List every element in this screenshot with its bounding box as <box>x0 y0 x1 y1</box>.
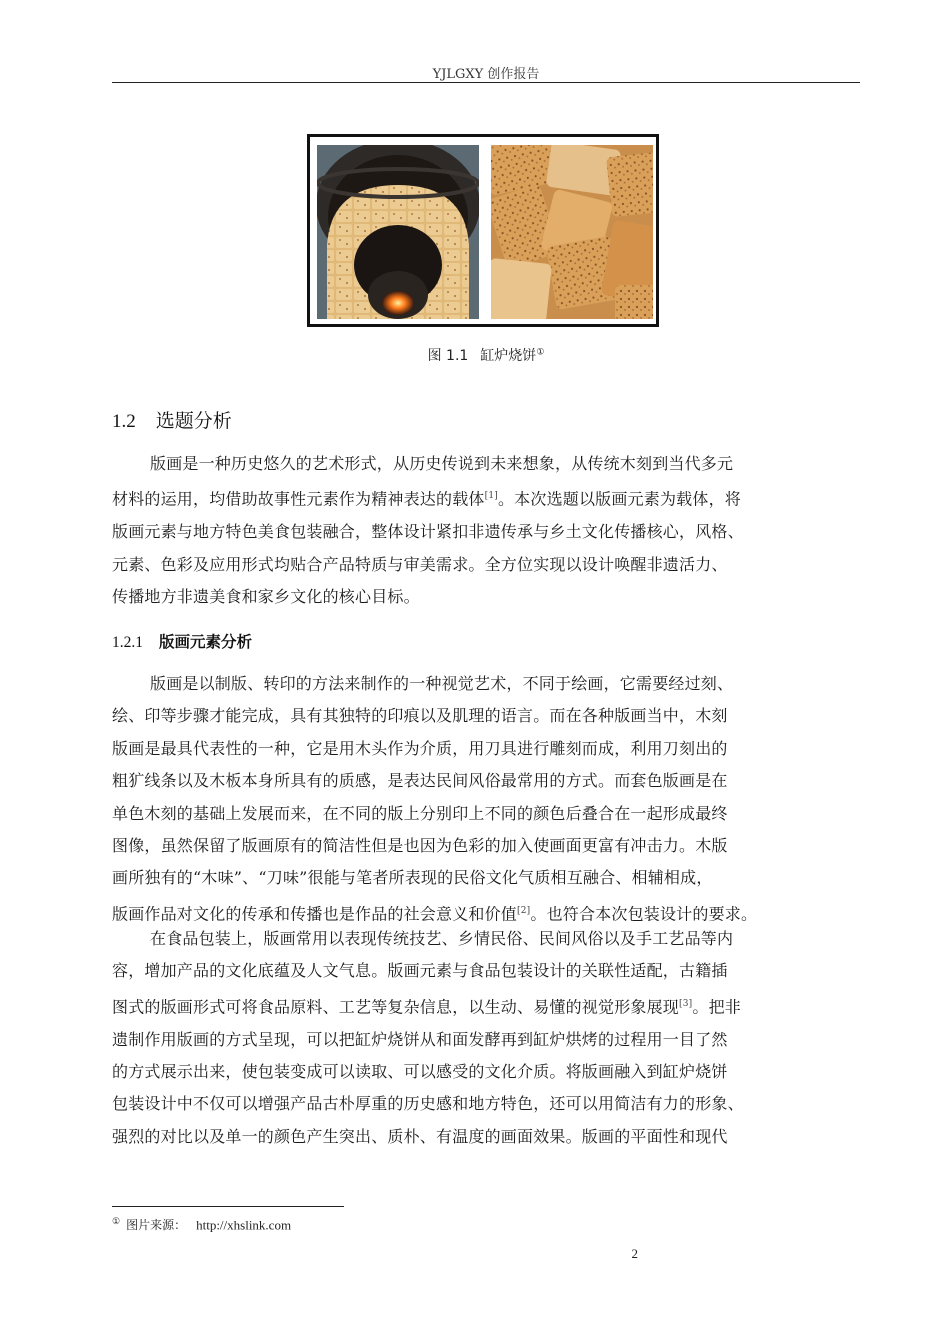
paragraph-line: 在食品包装上，版画常用以表现传统技艺、乡情民俗、民间风俗以及手工艺品等内 <box>150 929 734 948</box>
baked-flatbreads-photo <box>491 145 653 319</box>
paragraph-line: 图像，虽然保留了版画原有的简洁性但是也因为色彩的加入使画面更富有冲击力。木版 <box>112 836 728 856</box>
subsection-title: 版画元素分析 <box>159 633 253 651</box>
paragraph-line: 绘、印等步骤才能完成，具有其独特的印痕以及肌理的语言。而在各种版画当中，木刻 <box>112 706 728 726</box>
paragraph-line-text: 材料的运用，均借助故事性元素作为精神表达的载体 <box>112 489 485 509</box>
citation-ref[interactable]: [2] <box>517 905 531 916</box>
citation-ref[interactable]: [1] <box>484 491 498 502</box>
footnote-mark: ① <box>112 1216 121 1226</box>
section-title: 选题分析 <box>155 410 232 432</box>
paragraph-line-text: 。也符合本次包装设计的要求。 <box>530 904 758 924</box>
figure-caption <box>112 345 860 365</box>
footnote-url[interactable]: http://xhslink.com <box>196 1217 292 1233</box>
footnote-rule <box>112 1206 344 1207</box>
figure-number: 图 1.1 <box>427 348 469 364</box>
running-header: YJLGXY 创作报告 <box>432 67 540 82</box>
figure-caption-text: 缸炉烧饼 <box>480 348 537 364</box>
header-rule <box>112 82 860 83</box>
subsection-number: 1.2.1 <box>112 634 143 651</box>
figure-note-mark: ① <box>536 347 545 358</box>
paragraph-line: 粗犷线条以及木板本身所具有的质感，是表达民间风俗最常用的方式。而套色版画是在 <box>112 771 728 791</box>
paragraph-line: 版画是最具代表性的一种，它是用木头作为介质，用刀具进行雕刻而成，利用刀刻出的 <box>112 738 728 758</box>
paragraph-line: 传播地方非遗美食和家乡文化的核心目标。 <box>112 586 420 606</box>
paragraph-food-packaging <box>112 923 864 1153</box>
paragraph-line: 强烈的对比以及单一的颜色产生突出、质朴、有温度的画面效果。版画的平面性和现代 <box>112 1126 728 1146</box>
section-number: 1.2 <box>112 411 136 432</box>
paragraph-topic-analysis <box>112 448 864 613</box>
paragraph-line-text: 。把非 <box>692 997 741 1017</box>
citation-ref[interactable]: [3] <box>679 998 693 1009</box>
tandoor-oven-photo <box>317 145 479 319</box>
paragraph-line-text: 图式的版画形式可将食品原料、工艺等复杂信息，以生动、易懂的视觉形象展现 <box>112 997 680 1017</box>
paragraph-line: 版画元素与地方特色美食包装融合，整体设计紧扣非遗传承与乡土文化传播核心，风格、 <box>112 522 744 542</box>
footnote <box>112 1216 291 1233</box>
paragraph-line: 的方式展示出来，使包装变成可以读取、可以感受的文化介质。将版画融入到缸炉烧饼 <box>112 1061 728 1081</box>
paragraph-line-with-citation <box>112 480 864 516</box>
paragraph-line: 版画是一种历史悠久的艺术形式，从历史传说到未来想象，从传统木刻到当代多元 <box>150 454 734 473</box>
paragraph-line: 容，增加产品的文化底蕴及人文气息。版画元素与食品包装设计的关联性适配，古籍插 <box>112 961 728 981</box>
paragraph-line-with-citation <box>112 988 864 1024</box>
page-number: 2 <box>631 1246 638 1261</box>
paragraph-line: 元素、色彩及应用形式均贴合产品特质与审美需求。全方位实现以设计唤醒非遗活力、 <box>112 554 728 574</box>
section-heading <box>112 406 232 433</box>
figure-frame <box>307 134 659 327</box>
footnote-label: 图片来源： <box>126 1218 187 1233</box>
paragraph-line-text: 。本次选题以版画元素为载体，将 <box>497 489 741 509</box>
paragraph-line: 版画是以制版、转印的方法来制作的一种视觉艺术，不同于绘画，它需要经过刻、 <box>150 674 734 693</box>
paragraph-line: 单色木刻的基础上发展而来，在不同的版上分别印上不同的颜色后叠合在一起形成最终 <box>112 803 728 823</box>
subsection-heading <box>112 630 252 652</box>
paragraph-print-analysis <box>112 668 864 931</box>
paragraph-line: 画所独有的“木味”、“刀味”很能与笔者所表现的民俗文化气质相互融合、相辅相成， <box>112 868 713 888</box>
paragraph-line: 遗制作用版画的方式呈现，可以把缸炉烧饼从和面发酵再到缸炉烘烤的过程用一目了然 <box>112 1029 728 1049</box>
paragraph-line-text: 版画作品对文化的传承和传播也是作品的社会意义和价值 <box>112 904 518 924</box>
paragraph-line: 包装设计中不仅可以增强产品古朴厚重的历史感和地方特色，还可以用简洁有力的形象、 <box>112 1094 744 1114</box>
